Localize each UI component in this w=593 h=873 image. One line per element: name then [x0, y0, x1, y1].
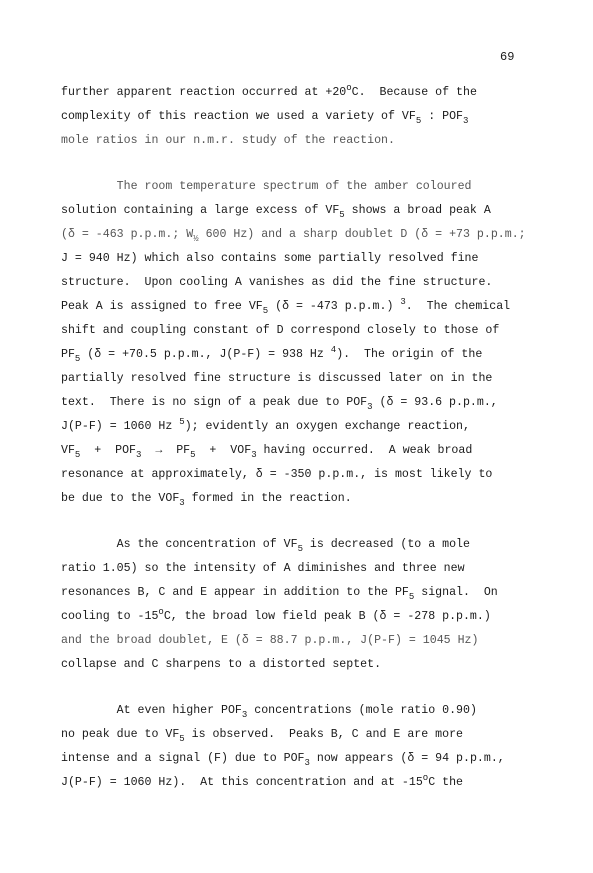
text-run: (δ = -473 p.p.m.): [268, 300, 401, 313]
superscript: 3: [400, 297, 406, 307]
superscript: 5: [179, 417, 185, 427]
page-number: 69: [500, 50, 515, 64]
text-run: collapse and C sharpens to a distorted septet.: [61, 658, 382, 671]
text-run: + POF: [80, 444, 136, 457]
text-line: [61, 752, 505, 766]
text-run: VF: [61, 444, 75, 457]
text-run: + VOF: [195, 444, 252, 457]
text-line: [61, 562, 465, 576]
text-line: [61, 204, 491, 218]
text-run: ratio 1.05) so the intensity of A diminishes and three new: [61, 562, 465, 575]
subscript: 3: [241, 710, 248, 720]
text-run: structure. Upon cooling A vanishes as did the fine structure.: [61, 276, 493, 289]
text-run: further apparent reaction occurred at +20: [61, 86, 347, 99]
text-line: [61, 110, 468, 124]
text-run: . The chemical: [405, 300, 511, 313]
text-line: [61, 658, 381, 672]
text-line: [61, 704, 477, 718]
text-line: [61, 586, 498, 600]
text-run: concentrations (mole ratio 0.90): [247, 704, 477, 717]
superscript: o: [158, 607, 164, 617]
subscript: 3: [179, 498, 185, 508]
superscript: 4: [330, 345, 337, 355]
text-run: resonance at approximately, δ = -350 p.p.m., is most likely to: [61, 468, 493, 481]
text-run: C the: [428, 776, 463, 789]
subscript: 3: [304, 758, 310, 768]
text-run: is observed. Peaks B, C and E are more: [184, 728, 463, 741]
superscript: o: [422, 773, 429, 783]
text-run: having occurred. A weak broad: [256, 444, 473, 457]
text-run: At even higher POF: [61, 704, 242, 717]
subscript: 5: [74, 354, 81, 364]
text-run: C. Because of the: [351, 86, 477, 99]
subscript: 5: [415, 116, 422, 126]
text-line: [61, 634, 478, 648]
text-run: shift and coupling constant of D correspond closely to those of: [61, 324, 500, 337]
text-line: [61, 492, 352, 506]
text-run: partially resolved fine structure is discussed later on in the: [61, 372, 493, 385]
text-run: PF: [61, 348, 75, 361]
text-run: : POF: [421, 110, 463, 123]
text-run: resonances B, C and E appear in addition to the PF: [61, 586, 409, 599]
text-line: [61, 345, 483, 364]
subscript: 3: [136, 450, 142, 460]
subscript: 5: [190, 450, 196, 460]
text-run: (δ = +70.5 p.p.m., J(P-F) = 938 Hz: [80, 348, 331, 361]
subscript: ½: [193, 234, 199, 244]
text-run: J(P-F) = 1060 Hz: [61, 420, 180, 433]
text-line: [61, 468, 492, 482]
text-run: → PF: [141, 444, 191, 457]
text-line: [61, 728, 463, 742]
text-run: ). The origin of the: [336, 348, 483, 361]
text-run: (δ = -463 p.p.m.; W: [61, 228, 194, 241]
text-run: is decreased (to a mole: [302, 538, 470, 551]
text-line: [61, 538, 470, 552]
subscript: 5: [74, 450, 81, 460]
subscript: 3: [367, 402, 373, 412]
text-run: As the concentration of VF: [61, 538, 298, 551]
text-run: ); evidently an oxygen exchange reaction,: [184, 420, 470, 433]
text-run: intense and a signal (F) due to POF: [61, 752, 305, 765]
text-line: [61, 134, 395, 148]
text-run: cooling to -15: [61, 610, 159, 623]
text-line: [61, 252, 478, 266]
text-line: [61, 372, 492, 386]
text-run: signal. On: [414, 586, 498, 599]
text-line: [61, 396, 498, 410]
text-line: [61, 180, 472, 194]
text-run: 600 Hz) and a sharp doublet D (δ = +73 p.p.m.;: [198, 228, 526, 241]
text-line: [61, 83, 477, 100]
text-run: mole ratios in our n.m.r. study of the reaction.: [61, 134, 395, 147]
superscript: o: [346, 83, 352, 93]
text-run: C, the broad low field peak B (δ = -278 p.p.m.): [163, 610, 491, 623]
text-run: and the broad doublet, E (δ = 88.7 p.p.m., J(P-F) = 1045 Hz): [61, 634, 479, 647]
text-run: Peak A is assigned to free VF: [61, 300, 263, 313]
text-line: [61, 417, 470, 434]
text-run: formed in the reaction.: [184, 492, 352, 505]
text-run: The room temperature spectrum of the amber coloured: [61, 180, 472, 193]
subscript: 3: [462, 116, 469, 126]
text-run: J(P-F) = 1060 Hz). At this concentration and at -15: [61, 776, 423, 789]
subscript: 5: [297, 544, 303, 554]
text-line: [61, 444, 472, 458]
text-run: now appears (δ = 94 p.p.m.,: [309, 752, 505, 765]
subscript: 5: [339, 210, 345, 220]
text-run: complexity of this reaction we used a variety of VF: [61, 110, 416, 123]
subscript: 5: [408, 592, 415, 602]
text-run: J = 940 Hz) which also contains some partially resolved fine: [61, 252, 479, 265]
subscript: 5: [179, 734, 185, 744]
subscript: 3: [251, 450, 257, 460]
subscript: 5: [262, 306, 269, 316]
text-line: [61, 324, 499, 338]
text-line: [61, 276, 492, 290]
text-line: [61, 228, 526, 242]
text-run: no peak due to VF: [61, 728, 180, 741]
text-run: shows a broad peak A: [344, 204, 491, 217]
text-run: text. There is no sign of a peak due to POF: [61, 396, 368, 409]
text-run: be due to the VOF: [61, 492, 180, 505]
text-line: [61, 297, 511, 316]
text-line: [61, 773, 463, 790]
text-line: [61, 607, 491, 624]
text-run: solution containing a large excess of VF: [61, 204, 340, 217]
text-run: (δ = 93.6 p.p.m.,: [372, 396, 498, 409]
